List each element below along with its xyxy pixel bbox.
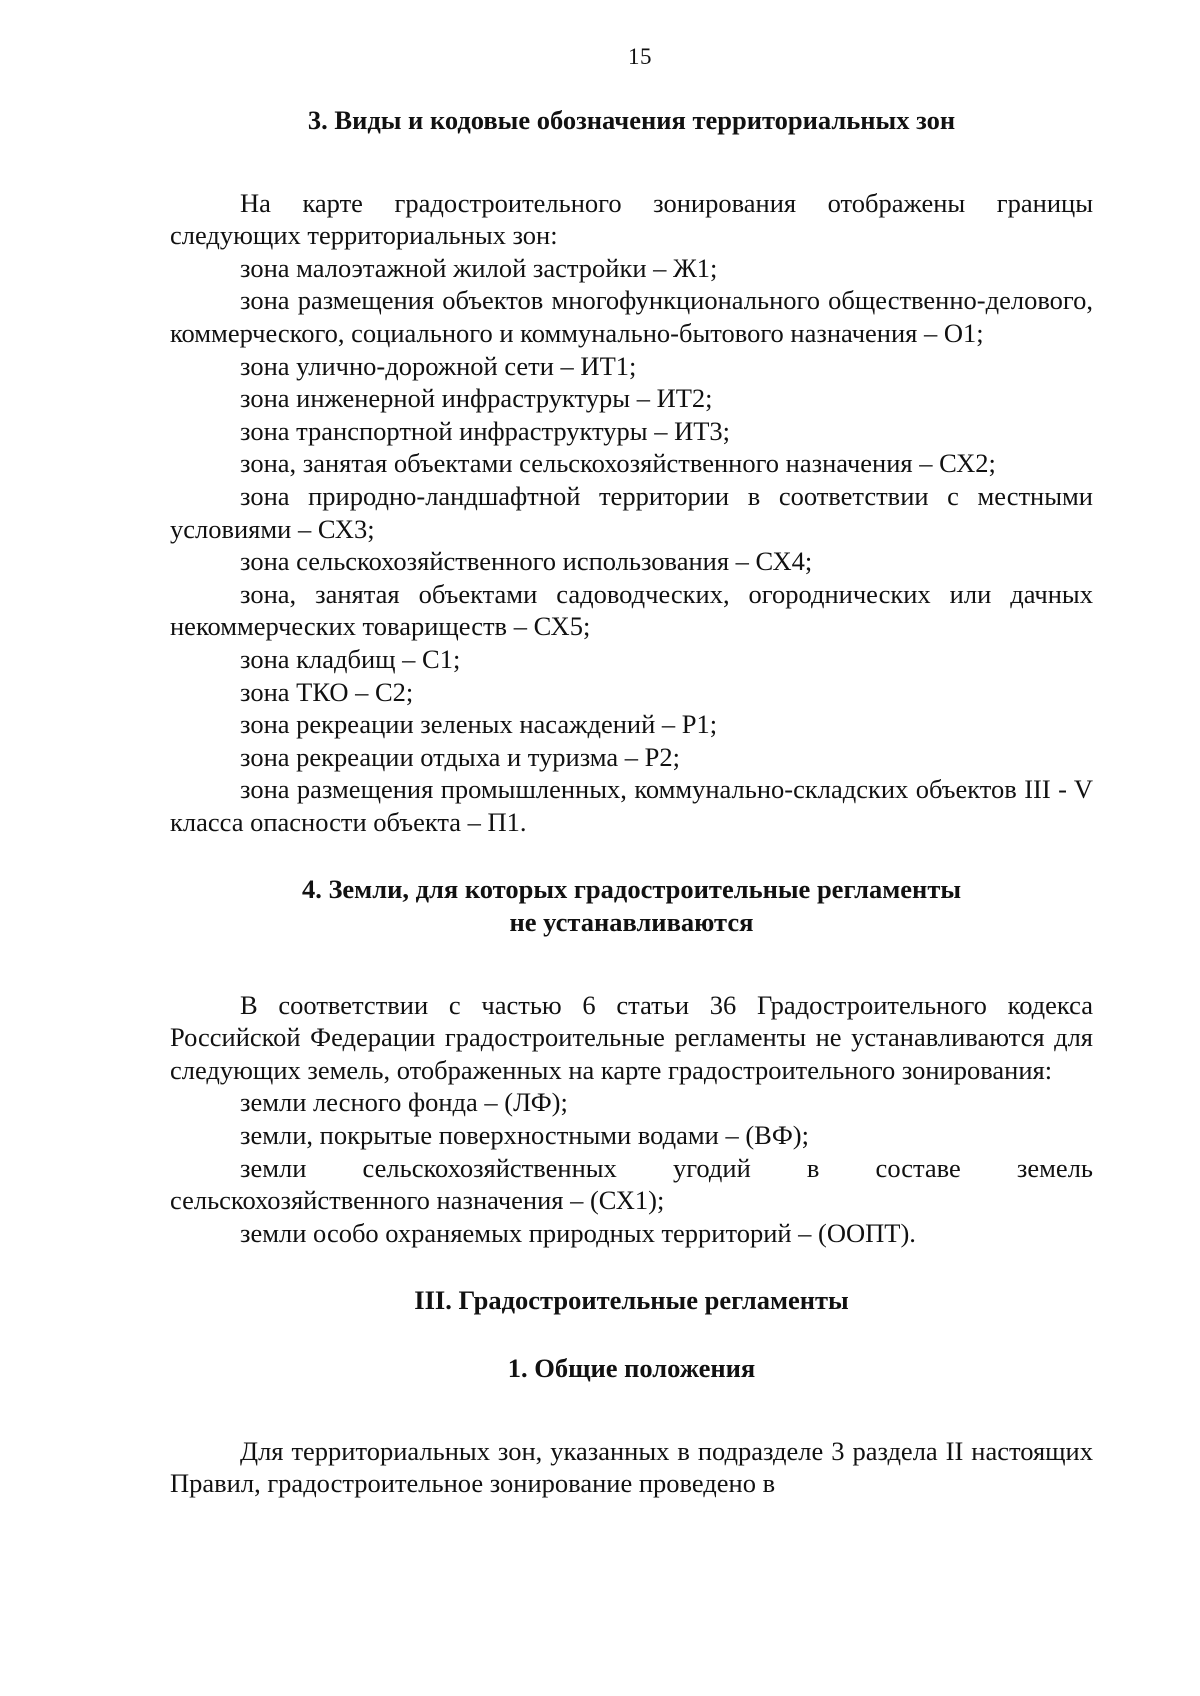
zone-item: зона ТКО – С2;: [240, 676, 414, 707]
land-item: земли особо охраняемых природных территорий – (ООПТ).: [240, 1217, 916, 1248]
zone-item: зона кладбищ – С1;: [240, 643, 461, 674]
section-4-intro: В соответствии с частью 6 статьи 36 Градостроительного кодекса Российской Федерации градостроительные регламенты не устанавливаются для следующих земель, отображенных на карте градостроительного зонирования:: [170, 989, 1093, 1085]
zone-item: зона малоэтажной жилой застройки – Ж1;: [240, 252, 718, 283]
section-3-intro: На карте градостроительного зонирования отображены границы следующих территориальных зон:: [170, 187, 1093, 251]
section-3-title: 3. Виды и кодовые обозначения территориальных зон: [307, 105, 956, 135]
zone-item: зона рекреации отдыха и туризма – Р2;: [240, 741, 681, 772]
zone-item: зона, занятая объектами сельскохозяйственного назначения – СХ2;: [240, 448, 996, 479]
zone-item: зона инженерной инфраструктуры – ИТ2;: [240, 383, 713, 414]
zone-item: зона сельскохозяйственного использования – СХ4;: [240, 546, 813, 577]
zone-item: зона рекреации зеленых насаждений – Р1;: [240, 709, 718, 740]
land-item: земли лесного фонда – (ЛФ);: [240, 1087, 568, 1118]
land-item: земли, покрытые поверхностными водами – (ВФ);: [240, 1120, 809, 1151]
zone-item: зона размещения промышленных, коммунально-складских объектов III - V класса опасности объекта – П1.: [170, 774, 1093, 837]
section-4-title-line-1: 4. Земли, для которых градостроительные регламенты: [301, 874, 962, 905]
page-number: 15: [628, 44, 652, 69]
document-body: [170, 104, 1093, 1500]
zone-item: зона природно-ландшафтной территории в соответствии с местными условиями – СХ3;: [170, 480, 1093, 544]
zone-item: зона улично-дорожной сети – ИТ1;: [240, 350, 637, 381]
section-4-title-line-2: не устанавливаются: [509, 907, 754, 938]
subsection-1-text: Для территориальных зон, указанных в подразделе 3 раздела II настоящих Правил, градостроительное зонирование проведено в: [170, 1435, 1093, 1499]
section-4-title: [170, 873, 1093, 938]
part-3-title: III. Градостроительные регламенты: [414, 1285, 849, 1316]
zone-item: зона, занятая объектами садоводческих, огороднических или дачных некоммерческих товариществ – СХ5;: [170, 578, 1093, 642]
zone-item: зона размещения объектов многофункционального общественно-делового, коммерческого, социального и коммунально-бытового назначения – О1;: [170, 285, 1093, 348]
land-item: земли сельскохозяйственных угодий в составе земель сельскохозяйственного назначения – (СХ1);: [170, 1152, 1093, 1216]
subsection-1-title: 1. Общие положения: [507, 1353, 756, 1383]
zone-item: зона транспортной инфраструктуры – ИТ3;: [240, 415, 731, 446]
